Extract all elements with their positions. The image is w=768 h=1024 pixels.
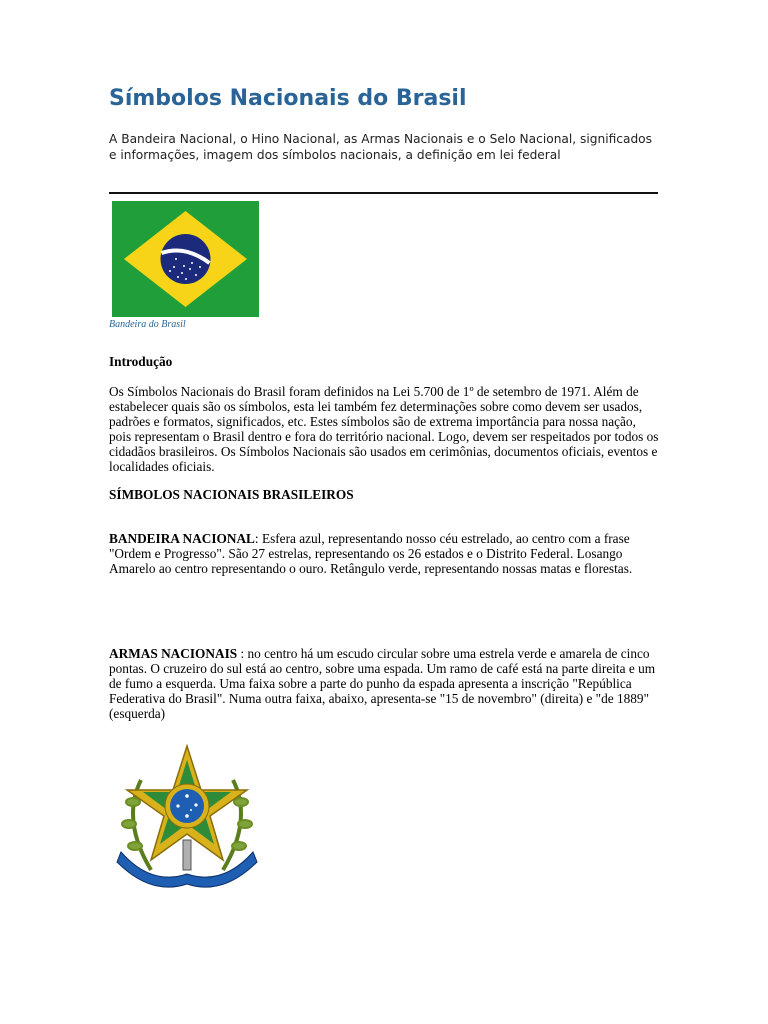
page-subtitle: A Bandeira Nacional, o Hino Nacional, as Armas Nacionais e o Selo Nacional, significados e informações, imagem dos símbolos nacionais, a definição em lei federal bbox=[109, 132, 652, 162]
brazil-flag-image bbox=[112, 201, 259, 317]
flag-paragraph bbox=[109, 531, 661, 576]
divider bbox=[109, 192, 658, 194]
intro-heading: Introdução bbox=[109, 354, 173, 369]
arms-term: ARMAS NACIONAIS bbox=[109, 646, 238, 661]
page-title: Símbolos Nacionais do Brasil bbox=[109, 86, 467, 111]
flag-description: : Esfera azul, representando nosso céu estrelado, ao centro com a frase "Ordem e Progresso". São 27 estrelas, representando os 26 estados e o Distrito Federal. Losango Amarelo ao centro representando o ouro. Retângulo verde, representando nossas matas e florestas. bbox=[109, 531, 633, 576]
symbols-heading: SÍMBOLOS NACIONAIS BRASILEIROS bbox=[109, 487, 354, 502]
intro-paragraph: Os Símbolos Nacionais do Brasil foram definidos na Lei 5.700 de 1º de setembro de 1971. Além de estabelecer quais são os símbolos, esta lei também fez determinações sobre como devem ser usados, padrões e formatos, significados, etc. Estes símbolos são de extrema importância para nossa nação, pois representam o Brasil dentro e fora do território nacional. Logo, devem ser respeitados por todos os cidadãos brasileiros. Os Símbolos Nacionais são usados em cerimônias, documentos oficiais, eventos e localidades oficiais. bbox=[109, 384, 659, 474]
flag-term: BANDEIRA NACIONAL bbox=[109, 531, 255, 546]
arms-paragraph bbox=[109, 646, 661, 721]
arms-description: : no centro há um escudo circular sobre uma estrela verde e amarela de cinco pontas. O cruzeiro do sul está ao centro, sobre uma espada. Um ramo de café está na parte direita e um de fumo a esquerda. Uma faixa sobre a parte do punho da espada apresenta a inscrição "República Federativa do Brasil". Numa outra faixa, abaixo, apresenta-se "15 de novembro" (direita) e "de 1889" (esquerda) bbox=[109, 646, 656, 721]
flag-caption: Bandeira do Brasil bbox=[109, 319, 186, 330]
coat-of-arms-image bbox=[111, 740, 263, 896]
